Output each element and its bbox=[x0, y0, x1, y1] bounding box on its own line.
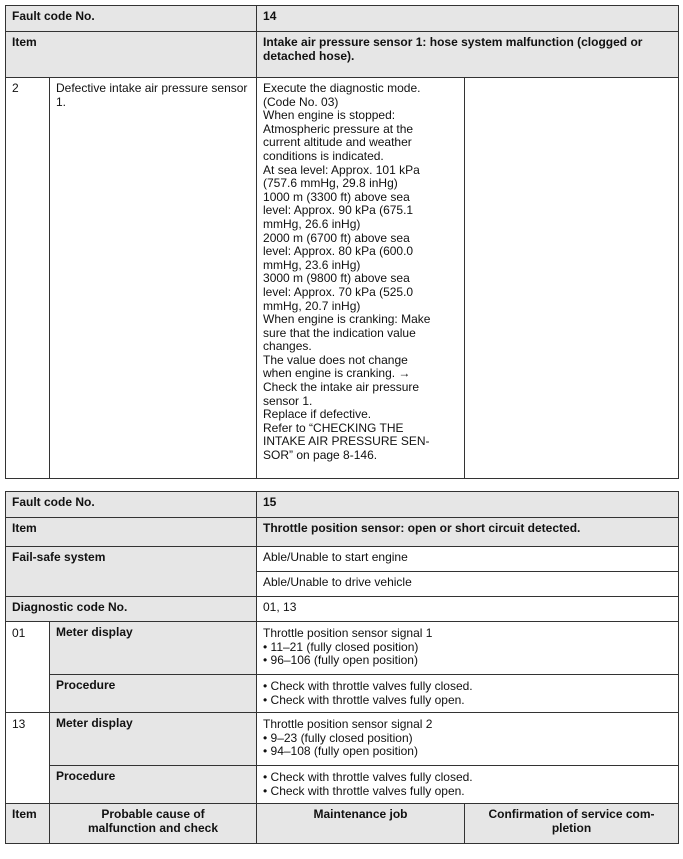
failsafe-row-start bbox=[6, 547, 679, 572]
procedure-line: • Check with throttle valves fully open. bbox=[263, 783, 465, 798]
procedure-lines bbox=[263, 82, 458, 463]
procedure-line: when engine is cranking. → bbox=[263, 366, 411, 381]
fault-code-label: Fault code No. bbox=[6, 6, 257, 32]
meter-display-value bbox=[257, 713, 679, 766]
procedure-line: current altitude and weather bbox=[263, 135, 412, 150]
code-01-meter-row bbox=[6, 622, 679, 675]
procedure-line: • Check with throttle valves fully closed. bbox=[263, 679, 473, 693]
procedure-line: level: Approx. 80 kPa (600.0 bbox=[263, 244, 414, 259]
meter-line: • 9–23 (fully closed position) bbox=[263, 730, 413, 745]
item-label: Item bbox=[6, 518, 257, 547]
procedure-line: conditions is indicated. bbox=[263, 148, 384, 163]
diag-code-row bbox=[6, 597, 679, 622]
item-row bbox=[6, 518, 679, 547]
fault-code-value: 14 bbox=[257, 6, 679, 32]
procedure-line: The value does not change bbox=[263, 352, 408, 367]
procedure-line: (Code No. 03) bbox=[263, 94, 339, 109]
column-header-row bbox=[6, 804, 679, 844]
code-13-meter-row bbox=[6, 713, 679, 766]
procedure-line: SOR” on page 8-146. bbox=[263, 448, 378, 463]
col-confirmation-line: Confirmation of service com- bbox=[488, 807, 655, 822]
diag-code-01: 01 bbox=[6, 622, 50, 713]
col-confirmation bbox=[465, 804, 679, 844]
procedure-line: mmHg, 23.6 inHg) bbox=[263, 257, 361, 272]
procedure-line: When engine is cranking: Make bbox=[263, 312, 431, 327]
diag-code-13: 13 bbox=[6, 713, 50, 804]
procedure-value bbox=[257, 766, 679, 804]
procedure-line: (757.6 mmHg, 29.8 inHg) bbox=[263, 176, 398, 191]
fault-code-row bbox=[6, 492, 679, 518]
fault-code-value: 15 bbox=[257, 492, 679, 518]
procedure-line: • Check with throttle valves fully closed. bbox=[263, 770, 473, 785]
failsafe-label: Fail-safe system bbox=[6, 547, 257, 597]
item-value: Throttle position sensor: open or short circuit detected. bbox=[257, 518, 679, 547]
procedure-value bbox=[257, 675, 679, 713]
check-procedure bbox=[257, 78, 465, 479]
procedure-line: mmHg, 20.7 inHg) bbox=[263, 298, 361, 313]
code-13-procedure-row bbox=[6, 766, 679, 804]
procedure-line: • Check with throttle valves fully open. bbox=[263, 692, 465, 707]
meter-display-label: Meter display bbox=[50, 622, 257, 675]
procedure-label: Procedure bbox=[50, 675, 257, 713]
meter-title: Throttle position sensor signal 1 bbox=[263, 626, 433, 640]
item-value: Intake air pressure sensor 1: hose system malfunction (clogged or detached hose). bbox=[257, 32, 679, 78]
fault-15-table bbox=[5, 491, 679, 844]
procedure-line: Check the intake air pressure bbox=[263, 380, 420, 395]
meter-display-label: Meter display bbox=[50, 713, 257, 766]
col-probable-cause bbox=[50, 804, 257, 844]
col-maintenance-job: Maintenance job bbox=[257, 804, 465, 844]
confirmation-cell bbox=[465, 78, 679, 479]
code-01-procedure-row bbox=[6, 675, 679, 713]
fault-code-row bbox=[6, 6, 679, 32]
row-number: 2 bbox=[6, 78, 50, 479]
procedure-line: Replace if defective. bbox=[263, 407, 372, 422]
check-row bbox=[6, 78, 679, 479]
procedure-line: 2000 m (6700 ft) above sea bbox=[263, 230, 410, 245]
diag-code-label: Diagnostic code No. bbox=[6, 597, 257, 622]
meter-line: • 11–21 (fully closed position) bbox=[263, 639, 419, 654]
meter-line: • 94–108 (fully open position) bbox=[263, 744, 418, 759]
procedure-line: changes. bbox=[263, 339, 312, 354]
procedure-line: 3000 m (9800 ft) above sea bbox=[263, 271, 410, 286]
procedure-line: Refer to “CHECKING THE bbox=[263, 420, 404, 435]
procedure-line: mmHg, 26.6 inHg) bbox=[263, 216, 361, 231]
item-row bbox=[6, 32, 679, 78]
col-item: Item bbox=[6, 804, 50, 844]
meter-title: Throttle position sensor signal 2 bbox=[263, 717, 433, 732]
diag-code-value: 01, 13 bbox=[257, 597, 679, 622]
procedure-line: At sea level: Approx. 101 kPa bbox=[263, 162, 420, 177]
procedure-line: level: Approx. 70 kPa (525.0 bbox=[263, 284, 414, 299]
failsafe-drive: Able/Unable to drive vehicle bbox=[257, 572, 679, 597]
procedure-line: Atmospheric pressure at the bbox=[263, 121, 414, 136]
procedure-line: sure that the indication value bbox=[263, 325, 416, 340]
col-probable-cause-line: malfunction and check bbox=[87, 820, 219, 835]
failsafe-start: Able/Unable to start engine bbox=[257, 547, 679, 572]
procedure-line: INTAKE AIR PRESSURE SEN- bbox=[263, 434, 430, 449]
procedure-line: When engine is stopped: bbox=[263, 108, 396, 123]
col-probable-cause-line: Probable cause of bbox=[101, 807, 205, 822]
procedure-line: Execute the diagnostic mode. bbox=[263, 81, 421, 95]
fault-14-table bbox=[5, 5, 679, 479]
procedure-line: sensor 1. bbox=[263, 393, 313, 408]
meter-display-value bbox=[257, 622, 679, 675]
col-confirmation-line: pletion bbox=[551, 820, 592, 835]
meter-line: • 96–106 (fully open position) bbox=[263, 653, 418, 668]
procedure-line: level: Approx. 90 kPa (675.1 bbox=[263, 203, 414, 218]
procedure-line: 1000 m (3300 ft) above sea bbox=[263, 189, 410, 204]
procedure-label: Procedure bbox=[50, 766, 257, 804]
probable-cause: Defective intake air pressure sensor 1. bbox=[50, 78, 257, 479]
item-label: Item bbox=[6, 32, 257, 78]
fault-code-label: Fault code No. bbox=[6, 492, 257, 518]
